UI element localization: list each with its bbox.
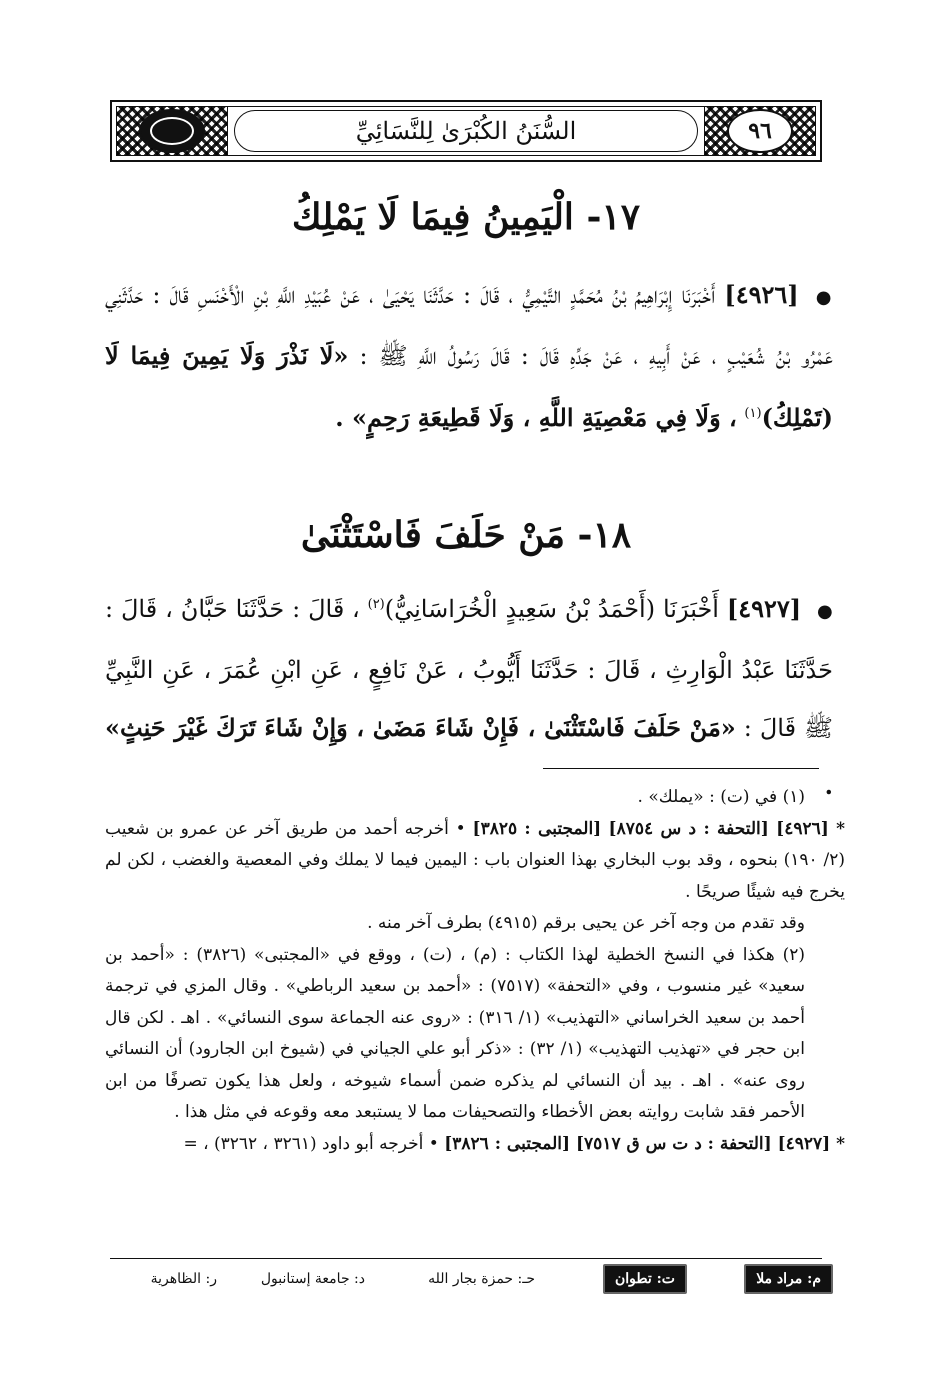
- manuscript-key-t: ت: تطوان: [603, 1264, 687, 1294]
- hadith-number: [٤٩٢٦]: [724, 280, 799, 309]
- commentary-head: * [٤٩٢٦] [التحفة : د س ٨٧٥٤] [المجتبى : ٣٨٢٥]: [472, 818, 846, 839]
- commentary-4926-extra: وقد تقدم من وجه آخر عن يحيى برقم (٤٩١٥) بطرف آخر منه .: [367, 913, 805, 933]
- bullet-icon: ●: [817, 601, 833, 622]
- footnote-2: (٢) هكذا في النسخ الخطية لهذا الكتاب : (م) ، (ت) ، ووقع في «المجتبى» (٣٨٢٦) : «أحمد بن سعيد» غير منسوب ، وفي «التحفة» (٧٥١٧) : «أحمد بن سعيد الرباطي» . وقال المزي في ترجمة أحمد بن سعيد الخراساني «التهذيب» (١/ ٣١٦) : «روى عنه الجماعة سوى النسائي» . اهـ . لكن قال ابن حجر في «تهذيب التهذيب» (١/ ٣٢) : «ذكر أبو علي الجياني في (شيوخ ابن الجارود) أن النسائي روى عنه» . اهـ . بيد أن النسائي لم يذكره ضمن أسماء شيوخه ، ولعل هذا يكون تصرفًا من ابن الأحمر فقد شابت روايته بعض الأخطاء والتصحيفات مما لا يستبعد معه وقوعه في مثل هذا .: [105, 944, 806, 1122]
- seal-icon: [139, 109, 205, 153]
- manuscript-key-m: م: مراد ملا: [744, 1264, 833, 1294]
- bullet-icon: ●: [815, 287, 833, 308]
- footnotes: [105, 782, 845, 1160]
- running-title: السُّنَنُ الكُبْرَىٰ لِلنَّسَائِيِّ: [234, 110, 698, 152]
- hadith-matn-part1: «لَا نَذْرَ وَلَا يَمِينَ فِيمَا لَا (تَمْلِكُ): [105, 341, 833, 432]
- commentary-4926: [105, 814, 845, 909]
- footnote-ref-2: (٢): [367, 597, 385, 612]
- page-number: ٩٦: [727, 109, 793, 153]
- hadith-number: [٤٩٢٧]: [726, 594, 802, 623]
- hadith-intro: أَخْبَرَنَا: [681, 281, 716, 309]
- hadith-4926: [105, 266, 833, 447]
- manuscript-key-h: حـ: حمزة بجار الله: [428, 1271, 535, 1287]
- footnote-1: (١) في (ت) : «يملك» .: [637, 787, 805, 807]
- commentary-body: • أخرجه أحمد من طريق آخر عن عمرو بن شعيب (٢/ ١٩٠) بنحوه ، وقد بوب البخاري بهذا العنوان باب : اليمين فيما لا يملك وفي المعصية والغضب ، لكن لم يخرج فيه شيئًا صريحًا .: [105, 818, 845, 902]
- commentary-body: • أخرجه أبو داود (٣٢٦١ ، ٣٢٦٢) ، =: [183, 1133, 439, 1154]
- chapter-title-17: ١٧- الْيَمِينُ فِيمَا لَا يَمْلِكُ: [291, 196, 641, 238]
- header-ornament-left: [116, 106, 228, 156]
- page-header: [110, 100, 822, 162]
- footnote-divider: [543, 768, 819, 769]
- hadith-intro: أَخْبَرَنَا: [662, 595, 719, 623]
- hadith-4927: [105, 576, 833, 815]
- hadith-matn-part2: ، وَلَا فِي مَعْصِيَةِ اللَّهِ ، وَلَا قَطِيعَةِ رَحِمٍ» .: [335, 403, 737, 432]
- chapter-title-18: ١٨- مَنْ حَلَفَ فَاسْتَثْنَىٰ: [300, 514, 632, 556]
- footer-rule: [110, 1258, 822, 1259]
- hadith-chain: ، قَالَ : حَدَّثَنَا حَبَّانُ ، قَالَ : حَدَّثَنَا عَبْدُ الْوَارِثِ ، قَالَ : حَدَّثَنَا أَيُّوبُ ، عَنْ نَافِعٍ ، عَنِ ابْنِ عُمَرَ ، عَنِ النَّبِيِّ ﷺ قَالَ :: [105, 595, 833, 742]
- manuscript-key-d: د: جامعة إستانبول: [260, 1271, 365, 1287]
- commentary-head: * [٤٩٢٧] [التحفة : د ت س ق ٧٥١٧] [المجتبى : ٣٨٢٦]: [444, 1133, 845, 1154]
- footnote-ref-1: (١): [744, 406, 762, 421]
- manuscript-key-r: ر: الظاهرية: [150, 1271, 217, 1287]
- header-ornament-right: [704, 106, 816, 156]
- hadith-narrator: (أَحْمَدُ بْنُ سَعِيدٍ الْخُرَاسَانِيُّ): [384, 595, 656, 623]
- hadith-matn: «مَنْ حَلَفَ فَاسْتَثْنَىٰ ، فَإِنْ شَاءَ مَضَىٰ ، وَإِنْ شَاءَ تَرَكَ غَيْرَ حَنِثٍ» .: [105, 713, 833, 800]
- commentary-4927: [105, 1129, 845, 1161]
- hadith-chain: إِبْرَاهِيمُ بْنُ مُحَمَّدٍ التَّيْمِيُّ ، قَالَ : حَدَّثَنَا يَحْيَىٰ ، عَنْ عُبَيْدِ اللَّهِ بْنِ الْأَخْنَسِ قَالَ : حَدَّثَنِي عَمْرُو بْنُ شُعَيْبٍ ، عَنْ أَبِيهِ ، عَنْ جَدِّهِ قَالَ : قَالَ رَسُولُ اللَّهِ ﷺ :: [105, 281, 833, 370]
